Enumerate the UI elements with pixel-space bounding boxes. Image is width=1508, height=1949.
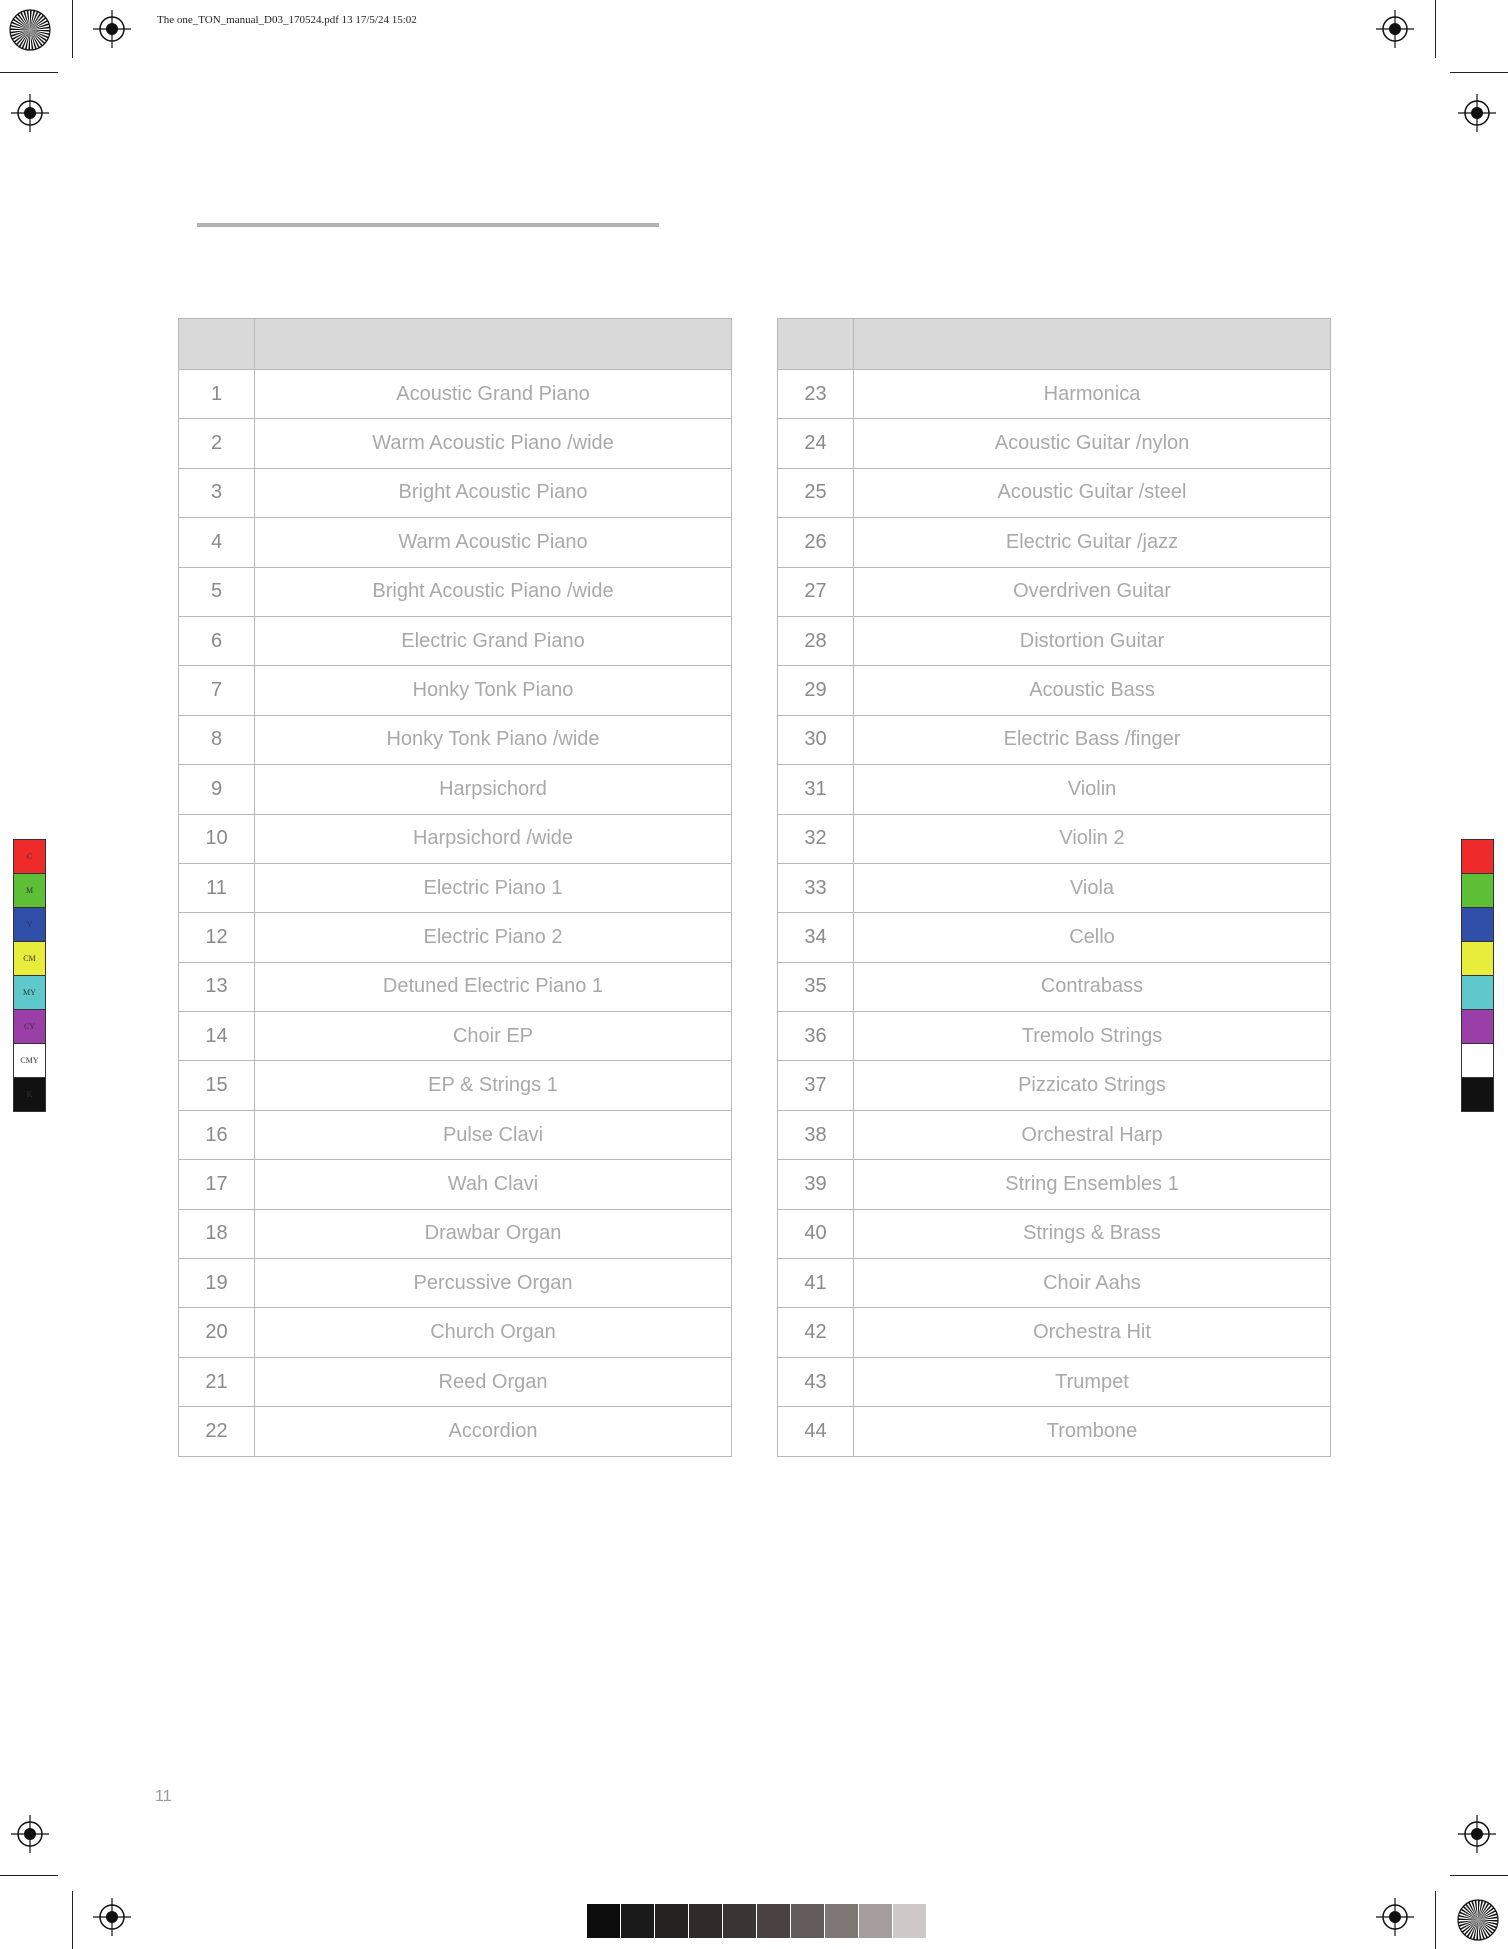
voice-number: 23 [778, 370, 854, 419]
voice-number: 43 [778, 1357, 854, 1406]
grayscale-patch [723, 1904, 756, 1938]
color-swatch: CM [13, 941, 46, 976]
crop-mark-br-v [1435, 1891, 1436, 1949]
registration-mark-icon [1458, 1815, 1496, 1853]
table-row [179, 1407, 732, 1456]
grayscale-patch [689, 1904, 722, 1938]
voice-name: Strings & Brass [854, 1209, 1331, 1258]
voice-name: Church Organ [255, 1308, 732, 1357]
voice-number: 14 [179, 1012, 255, 1061]
table-row [778, 419, 1331, 468]
voice-name: Violin 2 [854, 814, 1331, 863]
table-row [778, 1061, 1331, 1110]
table-row [778, 567, 1331, 616]
voice-number: 19 [179, 1259, 255, 1308]
voice-number: 34 [778, 913, 854, 962]
voice-name: Choir Aahs [854, 1259, 1331, 1308]
starburst-target-icon [8, 8, 52, 52]
voice-number: 30 [778, 715, 854, 764]
grayscale-patch [791, 1904, 824, 1938]
crop-mark-br-h [1450, 1875, 1508, 1876]
voice-number: 2 [179, 419, 255, 468]
voice-name: Drawbar Organ [255, 1209, 732, 1258]
page-number: 11 [155, 1788, 172, 1805]
color-swatch [1461, 873, 1494, 908]
table-row [179, 1308, 732, 1357]
table-row [778, 1259, 1331, 1308]
registration-mark-icon [1376, 1898, 1414, 1936]
color-swatch: Y [13, 907, 46, 942]
table-row [179, 1357, 732, 1406]
voice-name: Detuned Electric Piano 1 [255, 962, 732, 1011]
grayscale-patch [859, 1904, 892, 1938]
table-row [179, 370, 732, 419]
color-swatch: M [13, 873, 46, 908]
crop-mark-bl-v [72, 1891, 73, 1949]
table-row [179, 468, 732, 517]
voice-number: 33 [778, 863, 854, 912]
voice-name: Electric Piano 1 [255, 863, 732, 912]
header-cell-number [778, 319, 854, 370]
table-row [179, 814, 732, 863]
voice-name: Wah Clavi [255, 1160, 732, 1209]
voice-number: 4 [179, 518, 255, 567]
voice-name: Cello [854, 913, 1331, 962]
grayscale-patch [655, 1904, 688, 1938]
voice-name: Viola [854, 863, 1331, 912]
voice-number: 21 [179, 1357, 255, 1406]
color-bar-right [1461, 840, 1494, 1112]
voice-name: Honky Tonk Piano [255, 666, 732, 715]
table-row [778, 863, 1331, 912]
grayscale-strip [587, 1904, 927, 1938]
table-row [778, 616, 1331, 665]
voice-number: 6 [179, 616, 255, 665]
voice-name: Overdriven Guitar [854, 567, 1331, 616]
table-row [179, 715, 732, 764]
voice-number: 36 [778, 1012, 854, 1061]
voice-number: 40 [778, 1209, 854, 1258]
crop-mark-tl-h [0, 72, 58, 73]
voice-number: 5 [179, 567, 255, 616]
voice-table-right [777, 318, 1331, 1457]
voice-number: 24 [778, 419, 854, 468]
table-row [778, 468, 1331, 517]
voice-name: Pulse Clavi [255, 1110, 732, 1159]
table-row [778, 814, 1331, 863]
grayscale-patch [757, 1904, 790, 1938]
table-row [778, 1160, 1331, 1209]
voice-name: EP & Strings 1 [255, 1061, 732, 1110]
voice-name: Orchestra Hit [854, 1308, 1331, 1357]
voice-number: 17 [179, 1160, 255, 1209]
voice-name: Trombone [854, 1407, 1331, 1456]
header-cell-name [854, 319, 1331, 370]
table-row [179, 616, 732, 665]
voice-number: 26 [778, 518, 854, 567]
voice-name: Harpsichord [255, 765, 732, 814]
voice-name: Acoustic Bass [854, 666, 1331, 715]
grayscale-patch [893, 1904, 926, 1938]
registration-mark-icon [11, 94, 49, 132]
color-swatch: C [13, 839, 46, 874]
voice-name: Violin [854, 765, 1331, 814]
table-row [179, 518, 732, 567]
header-cell-name [255, 319, 732, 370]
crop-mark-bl-h [0, 1875, 58, 1876]
voice-number: 13 [179, 962, 255, 1011]
color-swatch: MY [13, 975, 46, 1010]
color-swatch [1461, 941, 1494, 976]
crop-mark-tr-h [1450, 72, 1508, 73]
table-header-row [778, 319, 1331, 370]
color-swatch [1461, 1043, 1494, 1078]
voice-name: Bright Acoustic Piano /wide [255, 567, 732, 616]
table-row [179, 863, 732, 912]
voice-number: 3 [179, 468, 255, 517]
voice-name: Electric Bass /finger [854, 715, 1331, 764]
table-row [179, 1209, 732, 1258]
grayscale-patch [587, 1904, 620, 1938]
voice-name: Orchestral Harp [854, 1110, 1331, 1159]
voice-number: 35 [778, 962, 854, 1011]
table-row [778, 913, 1331, 962]
color-swatch [1461, 975, 1494, 1010]
table-row [179, 419, 732, 468]
voice-name: Acoustic Guitar /nylon [854, 419, 1331, 468]
crop-mark-tr-v [1435, 0, 1436, 58]
voice-number: 18 [179, 1209, 255, 1258]
voice-name: Distortion Guitar [854, 616, 1331, 665]
voice-number: 37 [778, 1061, 854, 1110]
voice-number: 16 [179, 1110, 255, 1159]
voice-name: Percussive Organ [255, 1259, 732, 1308]
voice-name: Harmonica [854, 370, 1331, 419]
voice-name: Tremolo Strings [854, 1012, 1331, 1061]
voice-number: 22 [179, 1407, 255, 1456]
table-row [179, 913, 732, 962]
voice-number: 32 [778, 814, 854, 863]
voice-number: 39 [778, 1160, 854, 1209]
table-row [778, 765, 1331, 814]
registration-mark-icon [1458, 94, 1496, 132]
table-row [179, 666, 732, 715]
voice-name: Trumpet [854, 1357, 1331, 1406]
voice-number: 29 [778, 666, 854, 715]
voice-number: 31 [778, 765, 854, 814]
voice-name: Pizzicato Strings [854, 1061, 1331, 1110]
voice-name: Reed Organ [255, 1357, 732, 1406]
voice-number: 44 [778, 1407, 854, 1456]
color-swatch: CY [13, 1009, 46, 1044]
table-row [778, 666, 1331, 715]
voice-number: 28 [778, 616, 854, 665]
voice-number: 9 [179, 765, 255, 814]
table-row [179, 567, 732, 616]
table-row [179, 1061, 732, 1110]
registration-mark-icon [93, 1898, 131, 1936]
table-row [179, 1012, 732, 1061]
voice-number: 41 [778, 1259, 854, 1308]
crop-mark-tl-v [72, 0, 73, 58]
voice-name: Acoustic Guitar /steel [854, 468, 1331, 517]
color-swatch [1461, 1009, 1494, 1044]
voice-number: 7 [179, 666, 255, 715]
voice-number: 1 [179, 370, 255, 419]
table-row [778, 1407, 1331, 1456]
grayscale-patch [825, 1904, 858, 1938]
table-row [778, 518, 1331, 567]
voice-number: 12 [179, 913, 255, 962]
voice-number: 20 [179, 1308, 255, 1357]
voice-name: Choir EP [255, 1012, 732, 1061]
table-row [778, 1308, 1331, 1357]
voice-name: Electric Piano 2 [255, 913, 732, 962]
voice-name: Warm Acoustic Piano /wide [255, 419, 732, 468]
voice-name: Accordion [255, 1407, 732, 1456]
table-row [778, 1209, 1331, 1258]
table-row [179, 1160, 732, 1209]
table-row [179, 1259, 732, 1308]
voice-name: Electric Guitar /jazz [854, 518, 1331, 567]
grayscale-patch [621, 1904, 654, 1938]
voice-number: 42 [778, 1308, 854, 1357]
color-bar-left [13, 840, 46, 1112]
section-title-rule [197, 223, 659, 227]
voice-name: String Ensembles 1 [854, 1160, 1331, 1209]
table-row [778, 1012, 1331, 1061]
voice-name: Harpsichord /wide [255, 814, 732, 863]
table-row [179, 765, 732, 814]
color-swatch [1461, 907, 1494, 942]
voice-number: 25 [778, 468, 854, 517]
table-row [778, 962, 1331, 1011]
voice-name: Warm Acoustic Piano [255, 518, 732, 567]
voice-name: Contrabass [854, 962, 1331, 1011]
color-swatch: CMY [13, 1043, 46, 1078]
header-cell-number [179, 319, 255, 370]
voice-name: Electric Grand Piano [255, 616, 732, 665]
registration-mark-icon [93, 10, 131, 48]
starburst-target-icon [1456, 1898, 1500, 1942]
table-row [179, 1110, 732, 1159]
color-swatch [1461, 1077, 1494, 1112]
table-row [778, 1110, 1331, 1159]
registration-mark-icon [11, 1815, 49, 1853]
color-swatch: K [13, 1077, 46, 1112]
voice-number: 38 [778, 1110, 854, 1159]
table-row [778, 370, 1331, 419]
voice-name: Honky Tonk Piano /wide [255, 715, 732, 764]
table-row [778, 715, 1331, 764]
voice-table-left [178, 318, 732, 1457]
voice-number: 15 [179, 1061, 255, 1110]
voice-number: 10 [179, 814, 255, 863]
print-slug: The one_TON_manual_D03_170524.pdf 13 17/5/24 15:02 [157, 14, 417, 26]
registration-mark-icon [1376, 10, 1414, 48]
voice-name: Acoustic Grand Piano [255, 370, 732, 419]
color-swatch [1461, 839, 1494, 874]
voice-name: Bright Acoustic Piano [255, 468, 732, 517]
table-row [179, 962, 732, 1011]
table-header-row [179, 319, 732, 370]
table-row [778, 1357, 1331, 1406]
voice-number: 11 [179, 863, 255, 912]
voice-number: 8 [179, 715, 255, 764]
voice-number: 27 [778, 567, 854, 616]
